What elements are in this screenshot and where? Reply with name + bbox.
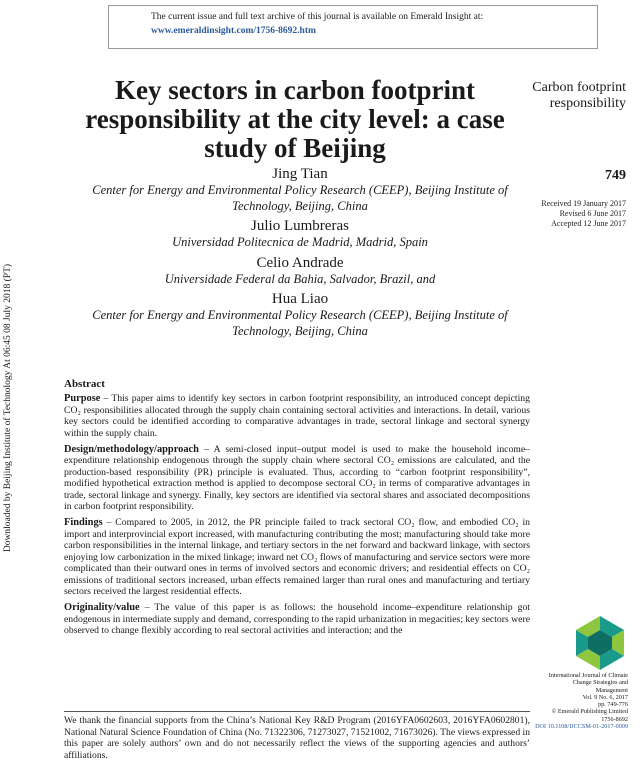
revised-date: Revised 6 June 2017 [559,209,626,218]
footnote-divider [64,711,530,712]
doi-link[interactable]: DOI 10.1108/IJCCSM-01-2017-0009 [535,723,628,731]
section-text: – Compared to 2005, in 2012, the PR principle failed to track sectoral CO₂ flow, and embodied CO₂ in import and interprovincial export increased, with manufacturing contributing the most; manufacturing should take more carbon responsibilities in the internal linkage, and tertiary sectors in the net forward and backward linkage, with sectors enjoying low carbonization in the mixed linkage; inward net CO₂ flows of manufacturing and service sectors were more complicated than their outward ones in terms of involved sectors and economic drivers; and residential effects on CO₂ emissions of traditional sectors increased, urban effects remained larger than rural ones and manufacturing and tertiary sectors received the largest residential effects. [64,517,530,597]
section-label: Design/methodology/approach [64,444,199,456]
author-affiliation: Universidade Federal da Bahia, Salvador, Brazil, and [164,271,436,286]
section-text: – This paper aims to identify key sectors in carbon footprint responsibility, an introduced concept depicting CO₂ responsibilities allocated through the supply chain containing sectoral activities and interactions. In detail, various key sectors could be identified according to comparative advantages in trade, sectoral linkage and sectoral synergy within the supply chain. [64,393,530,439]
journal-url-link[interactable]: www.emeraldinsight.com/1756-8692.htm [151,26,316,36]
journal-line: Management [595,686,628,694]
journal-line: Change Strategies and [572,679,628,687]
journal-line: Vol. 9 No. 6, 2017 [582,693,628,701]
section-label: Findings [64,517,103,529]
acknowledgement-footnote: We thank the financial supports from the China’s National Key R&D Program (2016YFA0602603, 2016YFA0602801), National Natural Science Foundation of China (No. 71322306, 71273027, 71521002, 71673026). The views expressed in this paper are solely authors’ own and do not necessarily reflect the views of the supporting agencies and authors’ affiliations. [64,715,530,761]
journal-line: © Emerald Publishing Limited [551,708,628,716]
author-block [90,217,510,251]
section-text: – A semi-closed input–output model is used to make the household income–expenditure relationship endogenous through the supply chain where sectoral CO₂ emissions are calculated, and the production-based responsibility (PR) principle is evaluated. Thus, according to “carbon footprint responsibility”, modified hypothetical extraction method is applied to decompose sectoral CO₂ in terms of comparative advantages in trade, sectoral linkage and synergy. Finally, key sectors are identified via sectoral shares and associated decompositions in carbon footprint responsibility. [64,444,530,513]
author-name: Jing Tian [272,166,328,182]
abstract-originality [64,602,530,636]
abstract-heading: Abstract [64,378,105,390]
author-list [90,165,510,342]
received-dates [541,199,626,229]
author-name: Hua Liao [271,291,329,307]
abstract-design [64,444,530,512]
section-text: – The value of this paper is as follows: the household income–expenditure relationship got endogenous in intermediate supply and demand, corresponding to the rapid urbanization in megacities; key sectors were observed to change flexibly according to real sectoral activities and interaction; and the [64,602,530,637]
page-number: 749 [605,168,626,183]
emerald-logo-icon [572,614,628,670]
author-affiliation: Center for Energy and Environmental Policy Research (CEEP), Beijing Institute of Technology, Beijing, China [92,308,508,338]
journal-line: 1756-8692 [601,715,628,723]
author-block [90,290,510,339]
abstract [64,379,530,642]
abstract-purpose [64,393,530,439]
author-name: Celio Andrade [256,254,344,271]
paper-title: Key sectors in carbon footprint responsibility at the city level: a case study of Beijing [85,75,505,163]
journal-line: pp. 749-776 [598,701,628,709]
author-block [90,254,510,288]
download-watermark: Downloaded by Beijing Institute of Technology At 06:45 08 July 2018 (PT) [3,263,13,553]
journal-availability-notice [108,5,598,49]
section-label: Purpose [64,393,101,405]
author-affiliation: Universidad Politecnica de Madrid, Madrid, Spain [172,235,428,249]
author-name: Julio Lumbreras [251,218,349,234]
section-label: Originality/value [64,602,140,614]
author-block [90,165,510,214]
notice-text: The current issue and full text archive of this journal is available on Emerald Insight at: [151,12,484,22]
author-affiliation: Center for Energy and Environmental Policy Research (CEEP), Beijing Institute of Technology, Beijing, China [92,183,508,213]
accepted-date: Accepted 12 June 2017 [551,219,626,228]
journal-line: International Journal of Climate [548,672,628,679]
received-date: Received 19 January 2017 [541,199,626,208]
abstract-findings [64,517,530,597]
running-title: Carbon footprint responsibility [532,80,626,111]
